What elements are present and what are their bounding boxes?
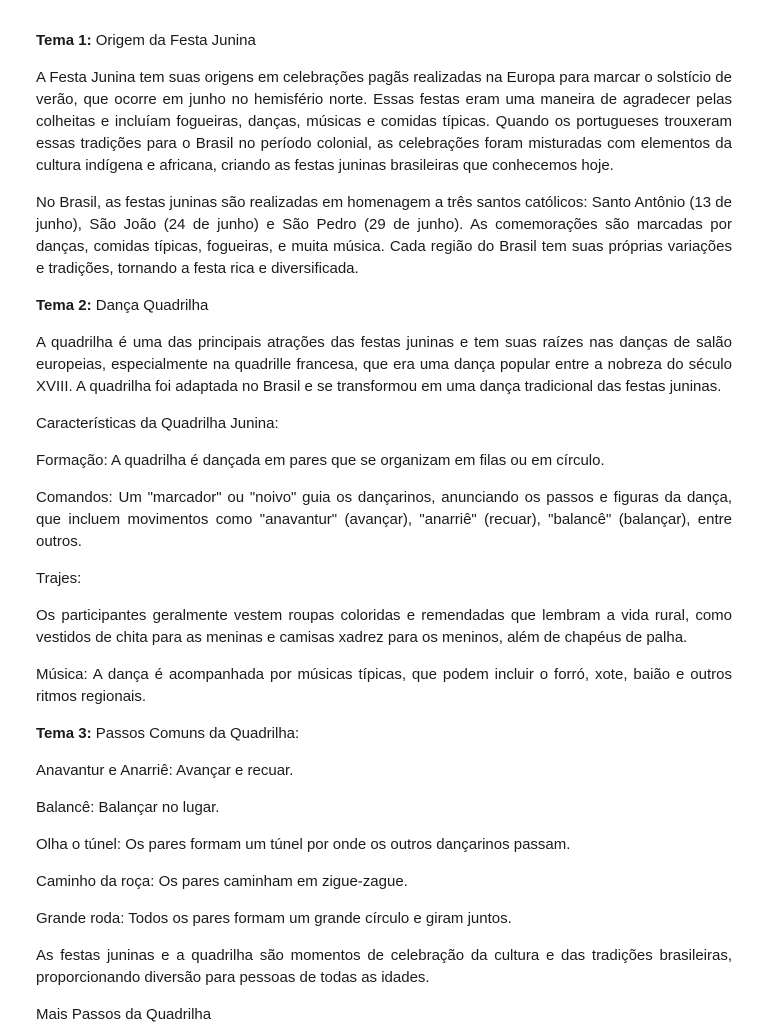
tema2-title: Dança Quadrilha <box>95 297 209 314</box>
tema2-intro: A quadrilha é uma das principais atrações das festas juninas e tem suas raízes nas danças de salão europeias, especialmente na quadrille francesa, que era uma dança popular entre a nobreza do século XVIII. A quadrilha foi adaptada no Brasil e se transformou em uma dança tradicional das festas juninas. <box>36 334 732 395</box>
trajes-text: Os participantes geralmente vestem roupas coloridas e remendadas que lembram a vida rural, como vestidos de chita para as meninas e camisas xadrez para os meninos, além de chapéus de palha. <box>36 607 732 646</box>
tema3-label: Tema 3: <box>36 725 92 742</box>
more-steps-heading: Mais Passos da Quadrilha <box>36 1006 212 1023</box>
step-item: Grande roda: Todos os pares formam um grande círculo e giram juntos. <box>36 910 512 927</box>
tema1-paragraph-2: No Brasil, as festas juninas são realizadas em homenagem a três santos católicos: Santo Antônio (13 de junho), São João (24 de junho) e São Pedro (29 de junho). As comemorações são marcadas por danças, comidas típicas, fogueiras, e muita música. Cada região do Brasil tem suas próprias variações e tradições, tornando a festa rica e diversificada. <box>36 194 732 277</box>
formacao-text: Formação: A quadrilha é dançada em pares que se organizam em filas ou em círculo. <box>36 452 605 469</box>
step-item: Caminho da roça: Os pares caminham em zigue-zague. <box>36 873 408 890</box>
step-item: Balancê: Balançar no lugar. <box>36 799 220 816</box>
tema2-label: Tema 2: <box>36 297 92 314</box>
trajes-heading: Trajes: <box>36 570 82 587</box>
characteristics-heading: Características da Quadrilha Junina: <box>36 415 279 432</box>
tema1-title: Origem da Festa Junina <box>95 32 256 49</box>
comandos-text: Comandos: Um "marcador" ou "noivo" guia os dançarinos, anunciando os passos e figuras da dança, que incluem movimentos como "anavantur" (avançar), "anarriê" (recuar), "balancê" (balançar), entre outros. <box>36 489 732 550</box>
step-item: Olha o túnel: Os pares formam um túnel por onde os outros dançarinos passam. <box>36 836 571 853</box>
tema1-heading <box>36 30 732 52</box>
step-item: Anavantur e Anarriê: Avançar e recuar. <box>36 762 294 779</box>
tema3-title: Passos Comuns da Quadrilha: <box>95 725 300 742</box>
tema2-heading <box>36 295 732 317</box>
tema1-label: Tema 1: <box>36 32 92 49</box>
musica-text: Música: A dança é acompanhada por músicas típicas, que podem incluir o forró, xote, baião e outros ritmos regionais. <box>36 666 732 705</box>
closing-paragraph: As festas juninas e a quadrilha são momentos de celebração da cultura e das tradições brasileiras, proporcionando diversão para pessoas de todas as idades. <box>36 947 732 986</box>
tema1-paragraph-1: A Festa Junina tem suas origens em celebrações pagãs realizadas na Europa para marcar o solstício de verão, que ocorre em junho no hemisfério norte. Essas festas eram uma maneira de agradecer pelas colheitas e incluíam fogueiras, danças, músicas e comidas típicas. Quando os portugueses trouxeram essas tradições para o Brasil no período colonial, as celebrações foram misturadas com elementos da cultura indígena e africana, criando as festas juninas brasileiras que conhecemos hoje. <box>36 69 732 174</box>
tema3-heading <box>36 723 732 745</box>
